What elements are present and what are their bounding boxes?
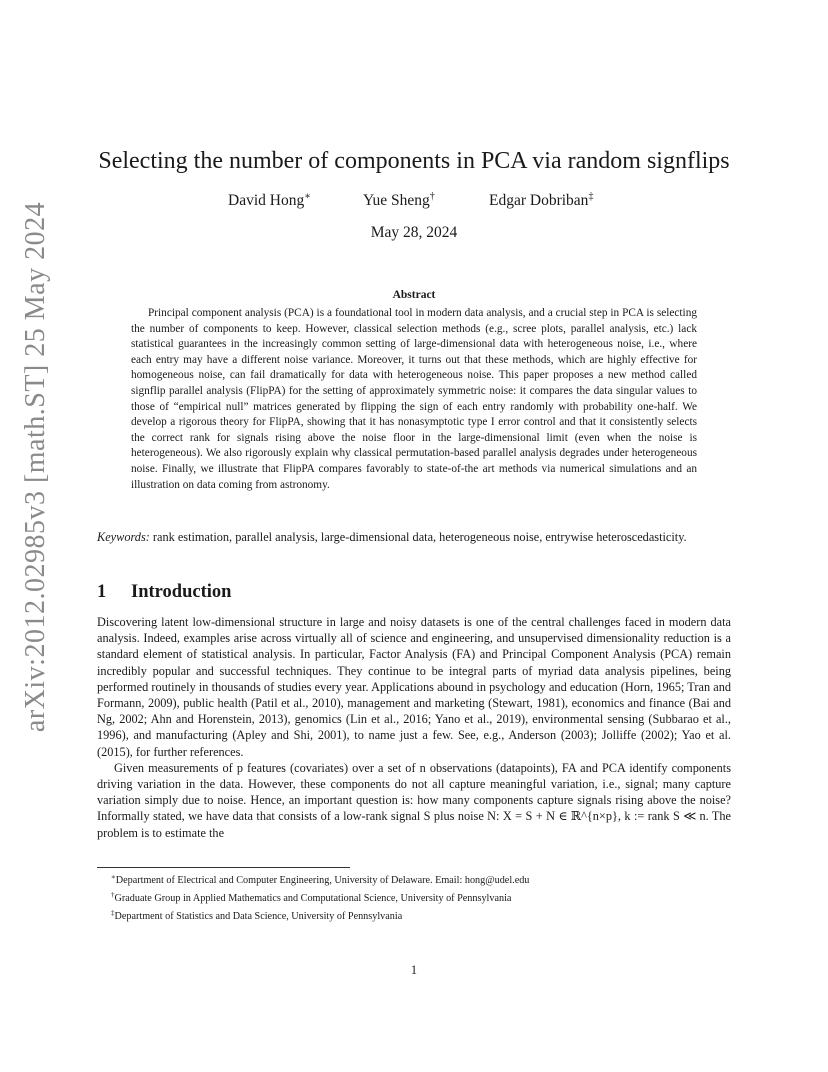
section-number: 1 [97,582,107,602]
author-2 [363,191,435,210]
page-number: 1 [410,963,418,977]
footnote-3-text: Department of Statistics and Data Science, University of Pennsylvania [114,911,403,923]
footnotes [111,870,731,925]
abstract-text: Principal component analysis (PCA) is a foundational tool in modern data analysis, and a crucial step in PCA is selecting the number of components to keep. However, classical selection methods (e.g., scree plots, parallel analysis, etc.) lack statistical guarantees in the increasingly common setting of large-dimensional data with heterogeneous noise, i.e., where each entry may have a different noise variance. Moreover, it turns out that these methods, which are highly effective for homogeneous noise, can fail dramatically for data with heterogeneous noise. This paper proposes a new method called signflip parallel analysis (FlipPA) for the setting of approximately symmetric noise: it compares the data singular values to those of “empirical null” matrices generated by flipping the sign of each entry randomly with probability one-half. We develop a rigorous theory for FlipPA, showing that it has nonasymptotic type I error control and that it consistently selects the correct rank for signals rising above the noise floor in the large-dimensional limit (even when the noise is heterogeneous). We also rigorously explain why classical permutation-based parallel analysis degrades under heterogeneous noise. Finally, we illustrate that FlipPA compares favorably to state-of-the art methods via numerical simulations and an illustration on data coming from astronomy. [131,307,697,491]
footnote-2 [111,888,731,906]
keywords-label: Keywords: [97,530,150,544]
footnote-3 [111,906,731,924]
introduction-body [97,614,731,841]
section-heading [97,582,731,603]
footnote-1-mark: ∗ [111,873,116,881]
author-3 [489,191,593,210]
author-list [0,191,828,215]
footnote-3-mark: ‡ [111,909,115,918]
author-1-name: David Hong [228,192,305,209]
section-title: Introduction [131,582,232,602]
paper-date: May 28, 2024 [370,224,458,241]
author-3-mark: ‡ [588,191,594,202]
footnote-rule [97,867,350,868]
author-3-name: Edgar Dobriban [489,192,589,209]
author-2-mark: † [429,191,435,202]
author-1-mark: ∗ [304,191,311,202]
author-2-name: Yue Sheng [363,192,430,209]
footnote-1-text: Department of Electrical and Computer Engineering, University of Delaware. Email: hong@udel.edu [115,875,530,886]
footnote-2-mark: † [111,891,115,900]
intro-paragraph-1: Discovering latent low-dimensional structure in large and noisy datasets is one of the central challenges faced in modern data analysis. Indeed, examples arise across virtually all of science and engineering, and unsupervised dimensionality reduction is a standard element of statistical analysis. In particular, Factor Analysis (FA) and Principal Component Analysis (PCA) remain incredibly popular and successful techniques. They continue to be integral parts of myriad data analysis pipelines, being performed routinely in thousands of studies every year. Applications abound in psychology and education (Horn, 1965; Tran and Formann, 2009), public health (Patil et al., 2010), management and marketing (Stewart, 1981), economics and finance (Bai and Ng, 2002; Ahn and Horenstein, 2013), genomics (Lin et al., 2016; Yano et al., 2019), environmental sensing (Subbarao et al., 1996), and manufacturing (Apley and Shi, 2001), to name just a few. See, e.g., Anderson (2003); Jolliffe (2002); Yao et al. (2015), for further references. [97,615,731,759]
keywords-text: rank estimation, parallel analysis, large-dimensional data, heterogeneous noise, entrywise heteroscedasticity. [152,530,687,544]
footnote-1 [111,870,731,888]
keywords-block [97,529,731,545]
abstract-heading: Abstract [392,289,436,301]
footnote-2-text: Graduate Group in Applied Mathematics and Computational Science, University of Pennsylvania [114,893,512,905]
arxiv-identifier-text: arXiv:2012.02985v3 [math.ST] 25 May 2024 [20,201,51,733]
author-1 [228,191,311,210]
paper-title: Selecting the number of components in PCA via random signflips [98,148,730,174]
intro-paragraph-2: Given measurements of p features (covariates) over a set of n observations (datapoints), FA and PCA identify components driving variation in the data. However, these components do not all capture meaningful variation, i.e., signal; many capture variation simply due to noise. Hence, an important question is: how many components capture signals rising above the noise? Informally stated, we have data that consists of a low-rank signal S plus noise N: X = S + N ∈ ℝ^{n×p}, k := rank S ≪ n. The problem is to estimate the [97,760,731,840]
